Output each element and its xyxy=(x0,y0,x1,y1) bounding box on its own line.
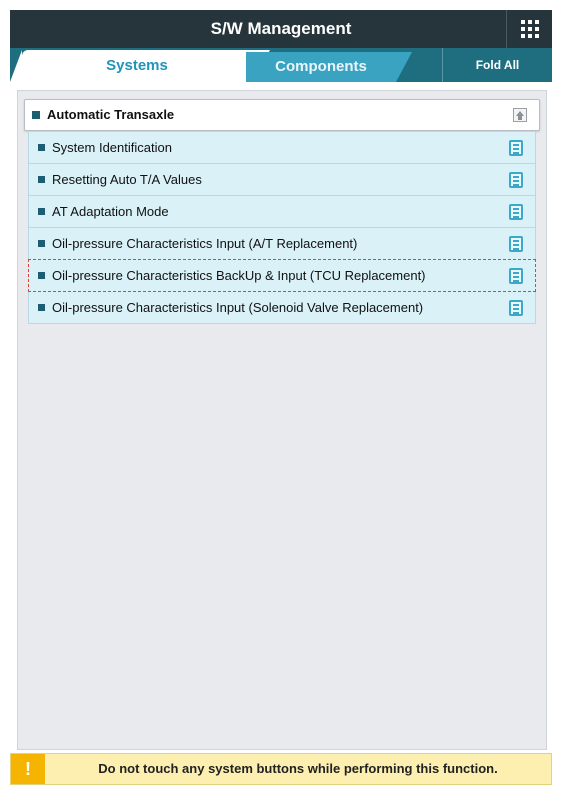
bullet-square-icon xyxy=(38,240,45,247)
document-icon[interactable] xyxy=(509,140,523,156)
document-icon[interactable] xyxy=(509,172,523,188)
document-icon[interactable] xyxy=(509,236,523,252)
list-item-resetting-auto-ta-values[interactable] xyxy=(28,163,536,196)
tab-components[interactable] xyxy=(246,52,396,82)
systems-panel xyxy=(17,90,547,750)
list-item-label: Oil-pressure Characteristics BackUp & Input (TCU Replacement) xyxy=(52,268,426,283)
tab-components-label: Components xyxy=(275,58,367,75)
bullet-square-icon xyxy=(38,304,45,311)
warning-icon: ! xyxy=(11,754,45,784)
document-icon[interactable] xyxy=(509,300,523,316)
bullet-square-icon xyxy=(38,176,45,183)
function-list xyxy=(28,132,536,324)
app-frame xyxy=(10,10,552,787)
list-item-label: Oil-pressure Characteristics Input (Solenoid Valve Replacement) xyxy=(52,300,424,315)
bullet-square-icon xyxy=(38,272,45,279)
list-item-oil-pressure-at-replacement[interactable] xyxy=(28,227,536,260)
menu-button[interactable] xyxy=(506,10,552,48)
tab-systems[interactable] xyxy=(22,50,252,82)
group-header-automatic-transaxle[interactable] xyxy=(24,99,540,131)
list-item-label: AT Adaptation Mode xyxy=(52,204,169,219)
group-title: Automatic Transaxle xyxy=(47,107,175,122)
document-icon[interactable] xyxy=(509,204,523,220)
bullet-square-icon xyxy=(32,111,40,119)
tab-bar xyxy=(10,48,552,82)
bullet-square-icon xyxy=(38,208,45,215)
list-item-label: System Identification xyxy=(52,140,172,155)
collapse-up-icon[interactable] xyxy=(513,108,527,122)
list-item-label: Resetting Auto T/A Values xyxy=(52,172,202,187)
list-item-oil-pressure-tcu-replacement[interactable] xyxy=(28,259,536,292)
list-item-label: Oil-pressure Characteristics Input (A/T Replacement) xyxy=(52,236,358,251)
warning-bar xyxy=(10,753,552,785)
page-title: S/W Management xyxy=(210,19,352,38)
list-item-at-adaptation-mode[interactable] xyxy=(28,195,536,228)
list-item-system-identification[interactable] xyxy=(28,131,536,164)
tab-systems-label: Systems xyxy=(106,57,168,74)
fold-all-button[interactable]: Fold All xyxy=(442,48,552,82)
bullet-square-icon xyxy=(38,144,45,151)
grid-icon xyxy=(521,20,539,38)
document-icon[interactable] xyxy=(509,268,523,284)
list-item-oil-pressure-solenoid-valve-replacement[interactable] xyxy=(28,291,536,324)
header-bar xyxy=(10,10,552,48)
warning-text: Do not touch any system buttons while performing this function. xyxy=(98,761,498,776)
